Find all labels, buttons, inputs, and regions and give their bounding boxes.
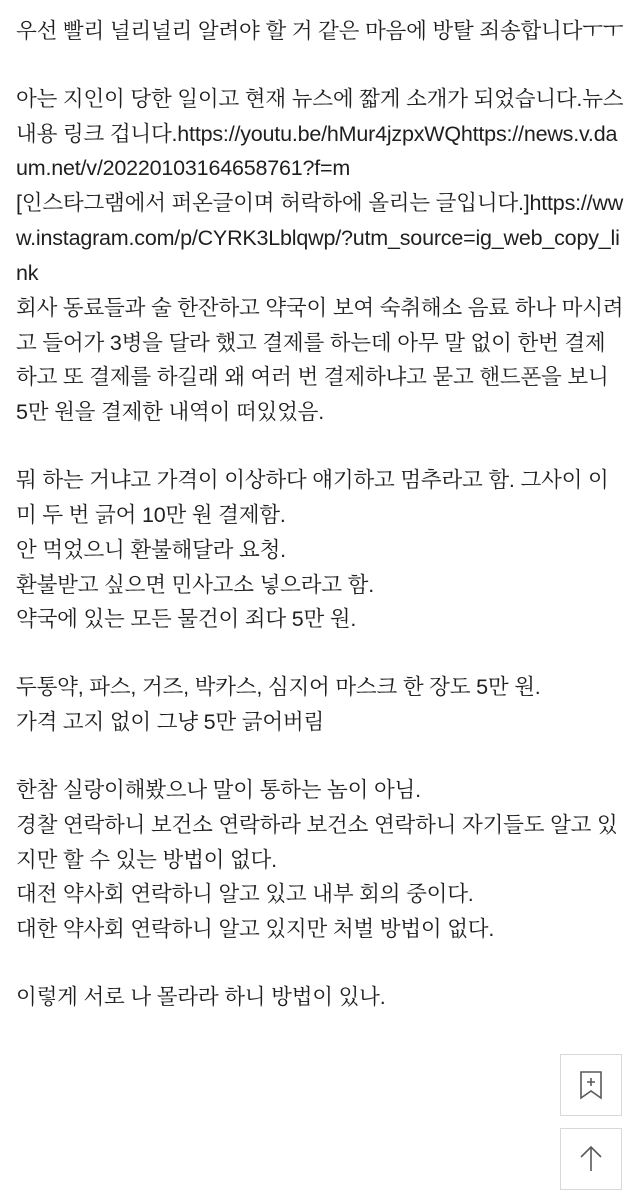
arrow-up-icon — [577, 1144, 605, 1174]
paragraph: [인스타그램에서 퍼온글이며 허락하에 올리는 글입니다.]https://www.instagram.com/p/CYRK3Lblqwp/?utm_source=ig_web_copy_link — [16, 191, 624, 285]
scroll-to-top-button[interactable] — [560, 1128, 622, 1190]
paragraph: 대한 약사회 연락하니 알고 있지만 처벌 방법이 없다. — [16, 917, 495, 942]
paragraph: 회사 동료들과 술 한잔하고 약국이 보여 숙취해소 음료 하나 마시려고 들어가 3병을 달라 했고 결제를 하는데 아무 말 없이 한번 결제하고 또 결제를 하길래 왜 여러 번 결제하냐고 묻고 핸드폰을 보니 5만 원을 결제한 내역이 떠있었음. — [16, 295, 624, 425]
bookmark-button[interactable] — [560, 1054, 622, 1116]
paragraph: 우선 빨리 널리널리 알려야 할 거 같은 마음에 방탈 죄송합니다ㅜㅜ — [16, 19, 624, 43]
paragraph-blank — [16, 947, 624, 980]
paragraph: 두통약, 파스, 거즈, 박카스, 심지어 마스크 한 장도 5만 원. — [16, 675, 541, 700]
paragraph: 가격 고지 없이 그냥 5만 긁어버림 — [16, 710, 325, 735]
paragraph: 이렇게 서로 나 몰라라 하니 방법이 있나. — [16, 985, 386, 1010]
paragraph: 뭐 하는 거냐고 가격이 이상하다 얘기하고 멈추라고 함. 그사이 이미 두 번 긁어 10만 원 결제함. — [16, 468, 609, 527]
paragraph-blank — [16, 49, 624, 82]
floating-action-buttons — [560, 1054, 622, 1190]
paragraph: 경찰 연락하니 보건소 연락하라 보건소 연락하니 자기들도 알고 있지만 할 수 있는 방법이 없다. — [16, 812, 618, 872]
paragraph: 아는 지인이 당한 일이고 현재 뉴스에 짧게 소개가 되었습니다.뉴스내용 링크 겁니다.https://youtu.be/hMur4jzpxWQhttps://news.v.daum.net/v/20220103164658761?f=m — [16, 86, 624, 181]
paragraph: 안 먹었으니 환불해달라 요청. — [16, 537, 286, 562]
paragraph-blank — [16, 740, 624, 773]
paragraph: 약국에 있는 모든 물건이 죄다 5만 원. — [16, 607, 357, 632]
paragraph: 한참 실랑이해봤으나 말이 통하는 놈이 아님. — [16, 777, 421, 802]
paragraph-blank — [16, 430, 624, 463]
bookmark-icon — [578, 1070, 604, 1100]
paragraph-blank — [16, 637, 624, 670]
paragraph: 환불받고 싶으면 민사고소 넣으라고 함. — [16, 572, 374, 597]
paragraph: 대전 약사회 연락하니 알고 있고 내부 회의 중이다. — [16, 882, 474, 907]
